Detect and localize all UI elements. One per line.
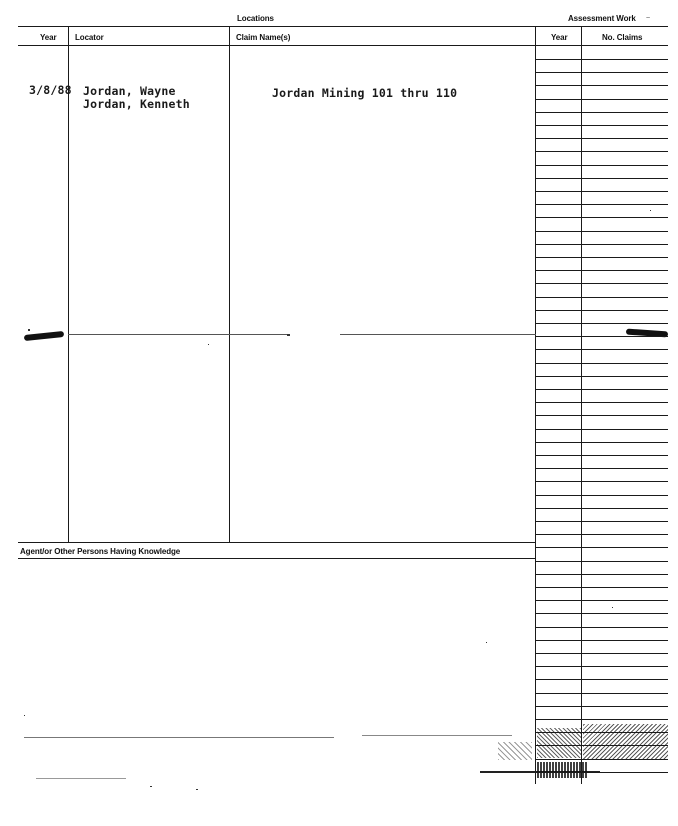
aw-row-rule (536, 561, 668, 562)
agent-label: Agent/or Other Persons Having Knowledge (20, 547, 181, 556)
aw-row-rule (536, 732, 668, 733)
aw-row-rule (536, 191, 668, 192)
scan-noise-4 (498, 742, 532, 760)
aw-row-rule (536, 627, 668, 628)
aw-row-rule (536, 297, 668, 298)
entry-locator-1: Jordan, Wayne (83, 84, 176, 98)
aw-row-rule (536, 534, 668, 535)
agent-bottom-rule (18, 558, 536, 559)
aw-row-rule (536, 85, 668, 86)
aw-row-rule (536, 547, 668, 548)
scan-dot-5 (486, 642, 487, 643)
aw-row-rule (536, 349, 668, 350)
aw-row-rule (536, 99, 668, 100)
aw-row-rule (536, 402, 668, 403)
aw-row-rule (536, 455, 668, 456)
aw-row-rule (536, 231, 668, 232)
aw-row-rule (536, 640, 668, 641)
aw-row-rule (536, 666, 668, 667)
aw-row-rule (536, 112, 668, 113)
col-header-aw-year: Year (551, 33, 568, 42)
scan-dot-4 (24, 715, 25, 716)
aw-row-rule (536, 495, 668, 496)
left-marker-stroke (24, 331, 64, 341)
assessment-work-title: Assessment Work (568, 14, 636, 23)
rule-locator-claims (229, 26, 230, 542)
aw-row-rule (536, 151, 668, 152)
aw-row-rule (536, 363, 668, 364)
aw-row-rule (536, 244, 668, 245)
entry-year: 3/8/88 (29, 83, 72, 97)
aw-row-rule (536, 613, 668, 614)
col-header-year: Year (40, 33, 57, 42)
entry-claim-name: Jordan Mining 101 thru 110 (272, 86, 458, 100)
aw-row-rule (536, 165, 668, 166)
mid-separator-right (340, 334, 536, 335)
scan-dot-7 (287, 334, 290, 336)
aw-row-rule (536, 376, 668, 377)
aw-row-rule (536, 125, 668, 126)
aw-row-rule (536, 270, 668, 271)
aw-row-rule (536, 772, 668, 773)
aw-row-rule (536, 481, 668, 482)
locations-title: Locations (237, 14, 274, 23)
aw-row-rule (536, 574, 668, 575)
aw-row-rule (536, 138, 668, 139)
aw-row-rule (536, 283, 668, 284)
aw-row-rule (536, 600, 668, 601)
entry-locator-2: Jordan, Kenneth (83, 97, 190, 111)
bottom-faint-rule-1 (24, 737, 334, 738)
scan-dot-6 (208, 344, 209, 345)
scan-dot-1 (28, 329, 30, 331)
rule-year-locator (68, 26, 69, 542)
aw-row-rule (536, 706, 668, 707)
aw-row-rule (536, 415, 668, 416)
aw-row-rule (536, 587, 668, 588)
aw-row-rule (536, 178, 668, 179)
assessment-title-mark: ~ (646, 15, 651, 22)
col-header-claim-names: Claim Name(s) (236, 33, 291, 42)
aw-row-rule (536, 323, 668, 324)
bottom-faint-rule-2 (362, 735, 512, 736)
aw-row-rule (536, 429, 668, 430)
aw-row-rule (536, 719, 668, 720)
aw-row-rule (536, 693, 668, 694)
agent-top-rule (18, 542, 536, 543)
aw-row-rule (536, 257, 668, 258)
aw-row-rule (536, 679, 668, 680)
aw-row-rule (536, 217, 668, 218)
aw-row-rule (536, 310, 668, 311)
aw-row-rule (536, 59, 668, 60)
aw-row-rule (536, 468, 668, 469)
aw-row-rule (536, 521, 668, 522)
assessment-work-rows (536, 0, 668, 826)
col-header-locator: Locator (75, 33, 104, 42)
scan-dot-8 (196, 789, 198, 790)
aw-row-rule (536, 653, 668, 654)
col-header-no-claims: No. Claims (602, 33, 643, 42)
mid-separator-left (68, 334, 288, 335)
aw-row-rule (536, 389, 668, 390)
aw-row-rule (536, 508, 668, 509)
scan-dot-9 (150, 786, 152, 787)
aw-row-rule (536, 759, 668, 760)
aw-row-rule (536, 336, 668, 337)
bottom-faint-rule-3 (36, 778, 126, 779)
aw-row-rule (536, 72, 668, 73)
aw-row-rule (536, 204, 668, 205)
aw-row-rule (536, 442, 668, 443)
aw-row-rule (536, 745, 668, 746)
